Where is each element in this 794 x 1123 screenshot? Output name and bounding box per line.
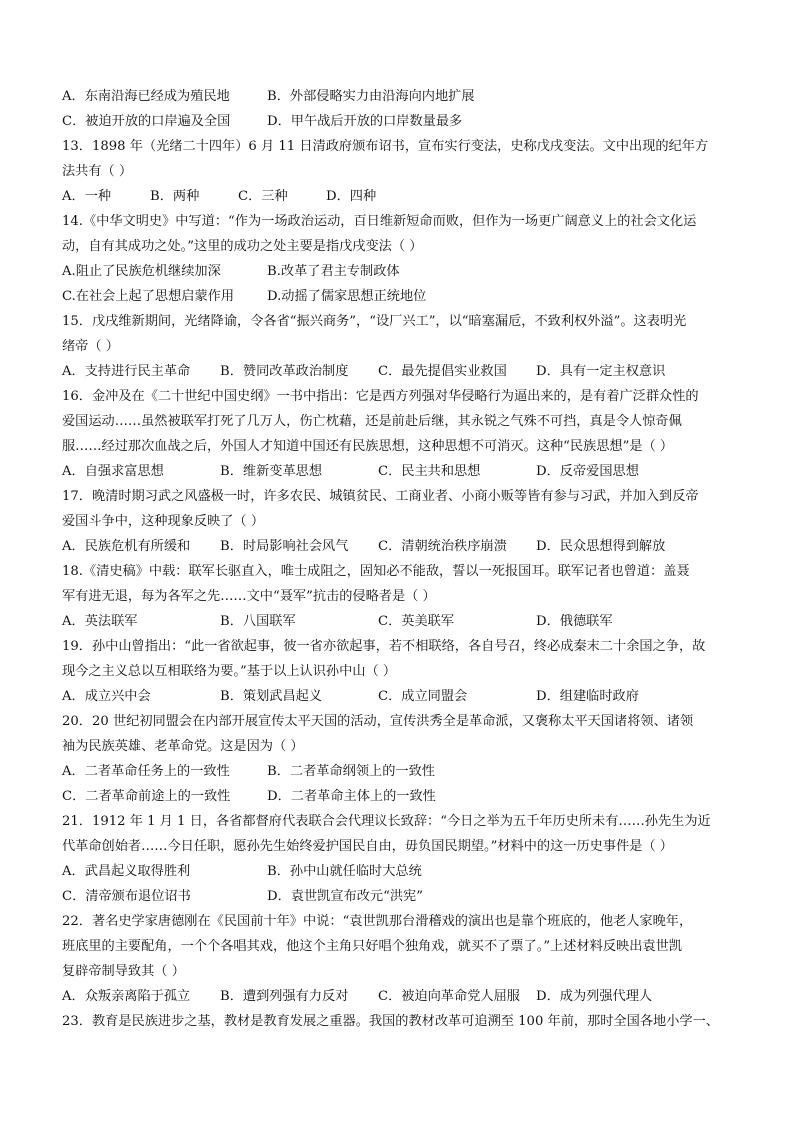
option-text: A．一种 xyxy=(62,189,112,204)
option-text: D．具有一定主权意识 xyxy=(536,364,666,379)
question-stem-line: 14.《中华文明史》中写道：“作为一场政治运动，百日维新短命而败，但作为一场更广阔意义上的社会文化运 xyxy=(62,214,697,229)
option-text: B．两种 xyxy=(150,189,200,204)
option-text: D．民众思想得到解放 xyxy=(536,539,666,554)
options-row xyxy=(62,109,742,134)
option-text: B.改革了君主专制政体 xyxy=(267,264,400,279)
option-text: D．袁世凯宣布改元“洪宪” xyxy=(267,889,423,904)
option-text: A．众叛亲离陷于孤立 xyxy=(62,989,191,1004)
question-stem-line: 15．戊戌维新期间，光绪降谕，令各省“振兴商务”，“设厂兴工”，以“暗塞漏卮，不致利权外溢”。这表明光 xyxy=(62,314,687,329)
option-text: D.动摇了儒家思想正统地位 xyxy=(267,289,427,304)
options-row xyxy=(62,534,742,559)
question-stem-line: 19．孙中山曾指出：“此一省欲起事，彼一省亦欲起事，若不相联络，各自号召，终必成秦末二十余国之争，故 xyxy=(62,639,706,654)
options-row xyxy=(62,259,742,284)
question-stem-line: 22．著名史学家唐德刚在《民国前十年》中说：“袁世凯那台滑稽戏的演出也是靠个班底的，他老人家晚年， xyxy=(62,914,693,929)
option-text: B．八国联军 xyxy=(220,614,296,629)
option-text: A．成立兴中会 xyxy=(62,689,151,704)
question-stem-line: 爱国运动……虽然被联军打死了几万人，伤亡枕藉，还是前赴后继，其永锐之气殊不可挡，真是令人惊奇佩 xyxy=(62,414,682,429)
option-text: D．俄德联军 xyxy=(536,614,613,629)
option-text: D．成为列强代理人 xyxy=(536,989,653,1004)
options-row xyxy=(62,609,742,634)
options-row xyxy=(62,984,742,1009)
question-stem-line: 班底里的主要配角，一个个各唱其戏，他这个主角只好唱个独角戏，就买不了票了。”上述材料反映出袁世凯 xyxy=(62,939,682,954)
options-row xyxy=(62,284,742,309)
option-text: C．三种 xyxy=(238,189,288,204)
option-text: A．自强求富思想 xyxy=(62,464,164,479)
option-text: C．被迫开放的口岸遍及全国 xyxy=(62,114,231,129)
question-stem-line: 服……经过那次血战之后，外国人才知道中国还有民族思想，这种思想不可消灭。这种“民族思想”是（ ） xyxy=(62,439,674,454)
options-row xyxy=(62,184,742,209)
question-stem-line: 现今之主义总以互相联络为要。”基于以上认识孙中山（ ） xyxy=(62,664,397,679)
option-text: C．清帝颁布退位诏书 xyxy=(62,889,191,904)
option-text: B．维新变革思想 xyxy=(220,464,323,479)
option-text: B．赞同改革政治制度 xyxy=(220,364,349,379)
option-text: C．被迫向革命党人屈服 xyxy=(378,989,520,1004)
option-text: A．武昌起义取得胜利 xyxy=(62,864,191,879)
question-stem-line: 爱国斗争中，这种现象反映了（ ） xyxy=(62,514,265,529)
option-text: C.在社会上起了思想启蒙作用 xyxy=(62,289,235,304)
options-row xyxy=(62,84,742,109)
question-stem-line: 绪帝（ ） xyxy=(62,339,119,354)
option-text: B．二者革命纲领上的一致性 xyxy=(267,764,435,779)
option-text: C．清朝统治秩序崩溃 xyxy=(378,539,507,554)
option-text: C．二者革命前途上的一致性 xyxy=(62,789,231,804)
options-row xyxy=(62,359,742,384)
question-stem-line: 法共有（ ） xyxy=(62,164,133,179)
question-stem-line: 代革命创始者……今日任职，愿孙先生始终爱护国民自由，毋负国民期望。”材料中的这一历史事件是（ ） xyxy=(62,839,673,854)
option-text: A．英法联军 xyxy=(62,614,138,629)
options-row xyxy=(62,884,742,909)
question-stem-line: 20．20 世纪初同盟会在内部开展宣传太平天国的活动，宣传洪秀全是革命派，又褒称太平天国诸将领、诸领 xyxy=(62,714,694,729)
option-text: C．英美联军 xyxy=(378,614,455,629)
option-text: B．遭到列强有力反对 xyxy=(220,989,349,1004)
option-text: C．民主共和思想 xyxy=(378,464,481,479)
option-text: A．二者革命任务上的一致性 xyxy=(62,764,230,779)
option-text: A．支持进行民主革命 xyxy=(62,364,191,379)
option-text: A．东南沿海已经成为殖民地 xyxy=(62,89,230,104)
exam-page xyxy=(62,84,742,1034)
options-row xyxy=(62,784,742,809)
question-stem-line: 21．1912 年 1 月 1 日，各省都督府代表联合会代理议长致辞：“今日之举为五千年历史所未有……孙先生为近 xyxy=(62,814,711,829)
option-text: B．孙中山就任临时大总统 xyxy=(267,864,422,879)
question-stem-line: 18.《清史稿》中载：联军长驱直入，唯士成阻之，固知必不能敌，誓以一死报国耳。联军记者也曾道：盖聂 xyxy=(62,564,690,579)
option-text: D．组建临时政府 xyxy=(536,689,639,704)
option-text: D．四种 xyxy=(326,189,377,204)
options-row xyxy=(62,759,742,784)
options-row xyxy=(62,459,742,484)
option-text: B．时局影响社会风气 xyxy=(220,539,349,554)
question-stem-line: 动，自有其成功之处。”这里的成功之处主要是指戊戌变法（ ） xyxy=(62,239,423,254)
option-text: A．民族危机有所缓和 xyxy=(62,539,191,554)
question-stem-line: 军有进无退，每为各军之先……文中“聂军”抗击的侵略者是（ ） xyxy=(62,589,436,604)
question-stem-line: 23．教育是民族进步之基，教材是教育发展之重器。我国的教材改革可追溯至 100 年前，那时全国各地小学一、 xyxy=(62,1014,719,1029)
options-row xyxy=(62,684,742,709)
option-text: B．策划武昌起义 xyxy=(220,689,323,704)
question-stem-line: 13．1898 年（光绪二十四年）6 月 11 日清政府颁布诏书，宣布实行变法，史称戊戌变法。文中出现的纪年方 xyxy=(62,139,709,154)
question-stem-line: 16．金冲及在《二十世纪中国史纲》一书中指出：它是西方列强对华侵略行为逼出来的，是有着广泛群众性的 xyxy=(62,389,699,404)
option-text: B．外部侵略实力由沿海向内地扩展 xyxy=(267,89,475,104)
question-stem-line: 17．晚清时期习武之风盛极一时，许多农民、城镇贫民、工商业者、小商小贩等皆有参与习武，并加入到反帝 xyxy=(62,489,699,504)
options-row xyxy=(62,859,742,884)
question-stem-line: 袖为民族英雄、老革命党。这是因为（ ） xyxy=(62,739,304,754)
option-text: A.阻止了民族危机继续加深 xyxy=(62,264,221,279)
question-stem-line: 复辟帝制导致其（ ） xyxy=(62,964,185,979)
option-text: C．最先提倡实业救国 xyxy=(378,364,507,379)
option-text: C．成立同盟会 xyxy=(378,689,468,704)
option-text: D．反帝爱国思想 xyxy=(536,464,639,479)
option-text: D．甲午战后开放的口岸数量最多 xyxy=(267,114,463,129)
option-text: D．二者革命主体上的一致性 xyxy=(267,789,436,804)
